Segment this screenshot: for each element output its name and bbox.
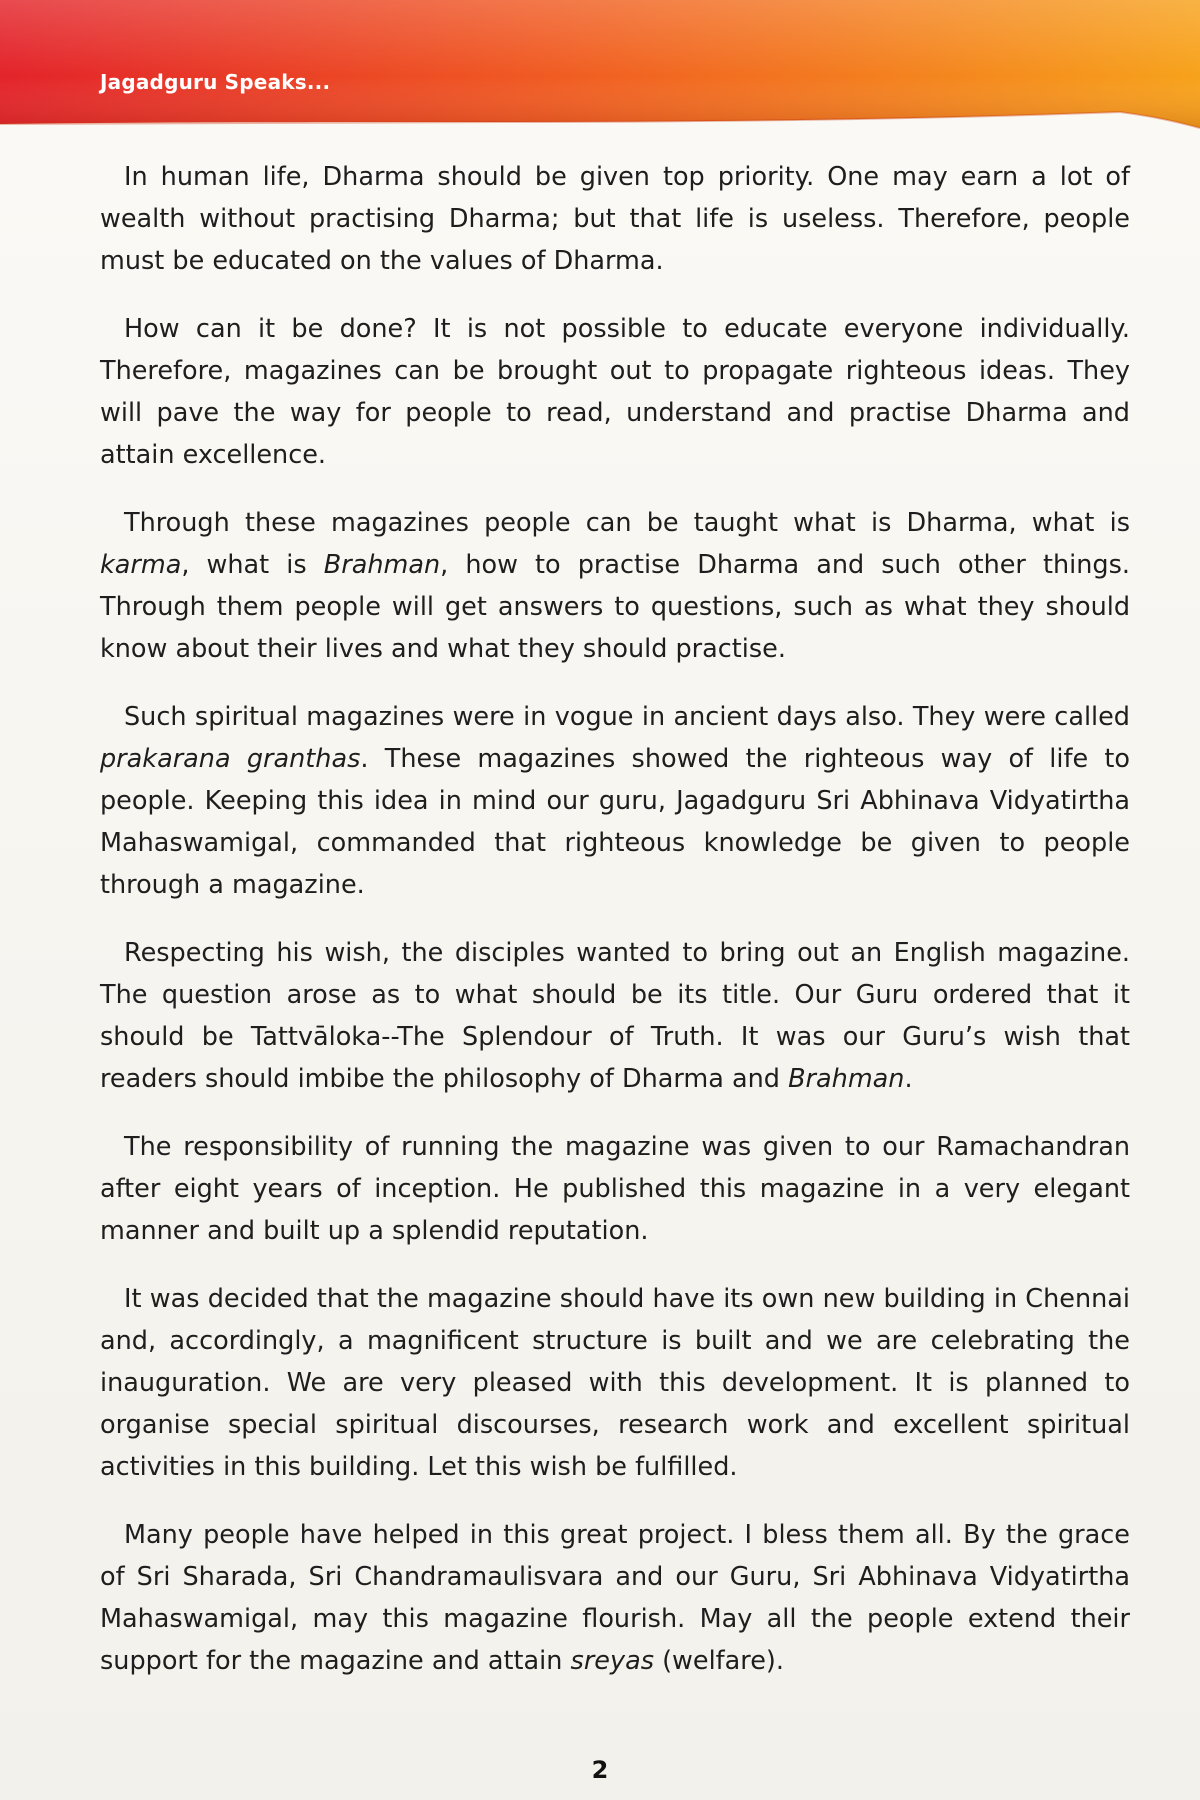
paragraph-text: Such spiritual magazines were in vogue in ancient days also. They were called [124, 702, 1130, 732]
paragraph-text: Many people have helped in this great project. I bless them all. By the grace of Sri Sharada, Sri Chandramaulisvara and our Guru, Sri Abhinava Vidyatirtha Mahaswamigal, may this magazine flourish. May all the people extend their support for the magazine and attain [100, 1520, 1130, 1676]
paragraph-text: How can it be done? It is not possible to educate everyone individually. Therefore, magazines can be brought out to propagate righteous ideas. They will pave the way for people to read, understand and practise Dharma and attain excellence. [100, 314, 1130, 470]
paragraph-text: , what is [181, 550, 324, 580]
paragraph-text: (welfare). [654, 1646, 784, 1676]
article-paragraph [100, 156, 1130, 282]
paragraph-text: . [904, 1064, 913, 1094]
italic-term: Brahman [788, 1064, 905, 1094]
paragraph-text: It was decided that the magazine should have its own new building in Chennai and, accordingly, a magnificent structure is built and we are celebrating the inauguration. We are very pleased with this development. It is planned to organise special spiritual discourses, research work and excellent spiritual activities in this building. Let this wish be fulfilled. [100, 1284, 1130, 1482]
italic-term: sreyas [570, 1646, 654, 1676]
page-number: 2 [591, 1756, 609, 1784]
article-paragraph [100, 1278, 1130, 1488]
paragraph-text: The responsibility of running the magazine was given to our Ramachandran after eight years of inception. He published this magazine in a very elegant manner and built up a splendid reputation. [100, 1132, 1130, 1246]
paragraph-text: , how to practise Dharma and such other things. Through them people will get answers to questions, such as what they should know about their lives and what they should practise. [100, 550, 1130, 664]
article-paragraph [100, 932, 1130, 1100]
section-title: Jagadguru Speaks... [100, 70, 331, 94]
article-paragraph [100, 1514, 1130, 1682]
italic-term: karma [100, 550, 182, 580]
paragraph-text: . These magazines showed the righteous way of life to people. Keeping this idea in mind our guru, Jagadguru Sri Abhinava Vidyatirtha Mahaswamigal, commanded that righteous knowledge be given to people through a magazine. [100, 744, 1130, 900]
header-band [0, 0, 1200, 150]
article-paragraph [100, 308, 1130, 476]
paragraph-text: Through these magazines people can be taught what is Dharma, what is [124, 508, 1130, 538]
article-body [100, 156, 1130, 1708]
italic-term: Brahman [323, 550, 441, 580]
article-paragraph [100, 502, 1130, 670]
paragraph-text: Respecting his wish, the disciples wanted to bring out an English magazine. The question arose as to what should be its title. Our Guru ordered that it should be Tattvāloka--The Splendour of Truth. It was our Guru’s wish that readers should imbibe the philosophy of Dharma and [100, 938, 1130, 1094]
paragraph-text: In human life, Dharma should be given top priority. One may earn a lot of wealth without practising Dharma; but that life is useless. Therefore, people must be educated on the values of Dharma. [100, 162, 1130, 276]
italic-term: prakarana granthas [100, 744, 361, 774]
article-paragraph [100, 1126, 1130, 1252]
article-paragraph [100, 696, 1130, 906]
